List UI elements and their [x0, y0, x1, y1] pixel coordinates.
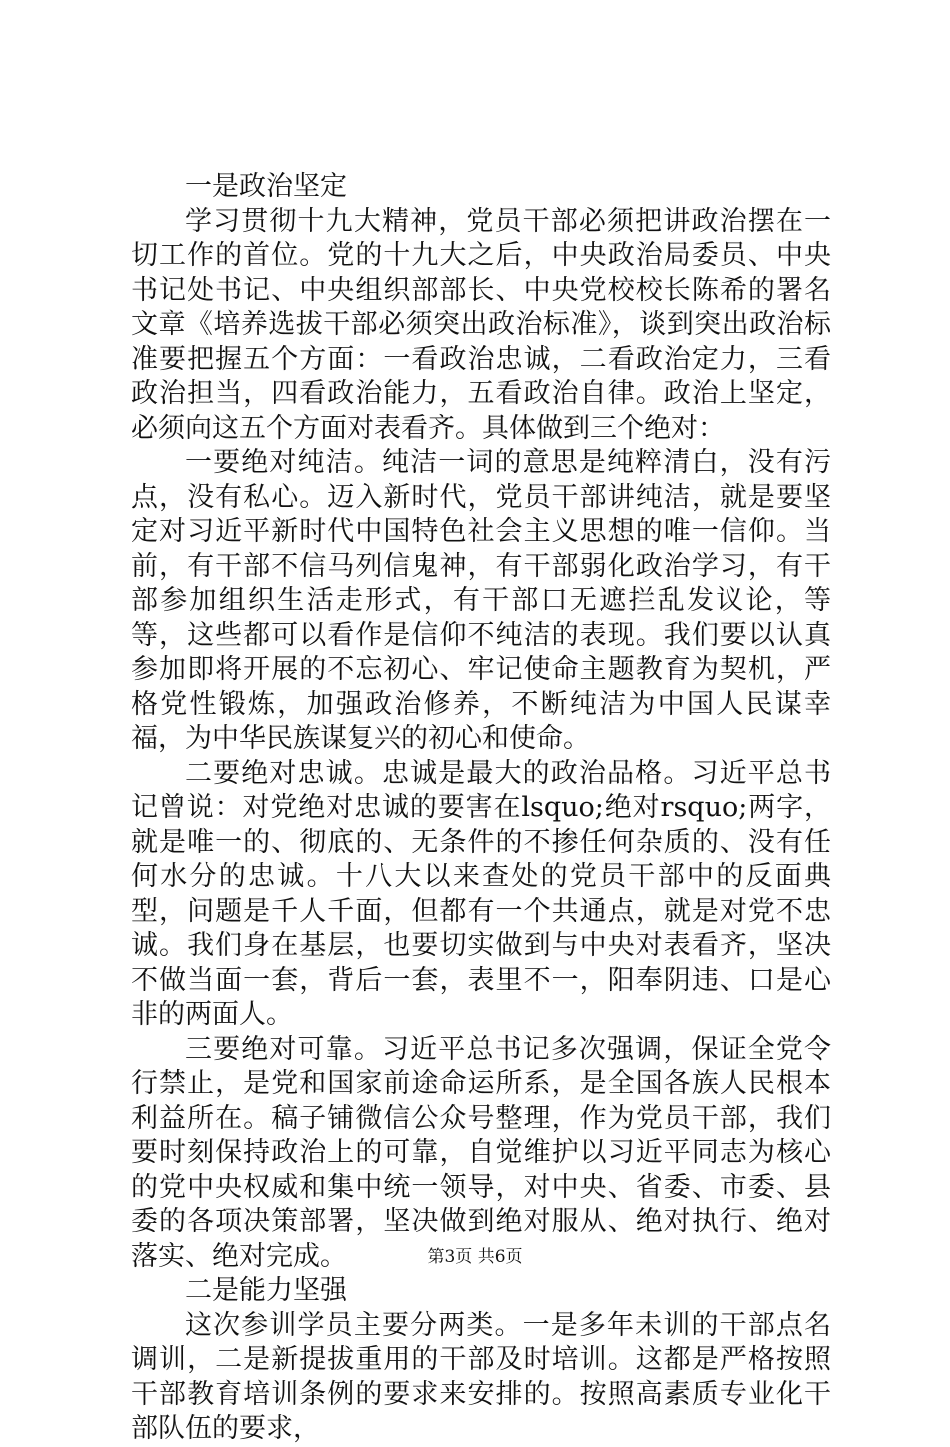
section-heading: 二是能力坚强: [185, 1275, 347, 1306]
page-number-footer: 第3页 共6页: [427, 1247, 523, 1267]
paragraph: 学习贯彻十九大精神，党员干部必须把讲政治摆在一切工作的首位。党的十九大之后，中央政治局委员、中央书记处书记、中央组织部部长、中央党校校长陈希的署名文章《培养选拔干部必须突出政治标准》，谈到突出政治标准要把握五个方面：一看政治忠诚，二看政治定力，三看政治担当，四看政治能力，五看政治自律。政治上坚定，必须向这五个方面对表看齐。具体做到三个绝对：: [131, 205, 831, 444]
paragraph: 一要绝对纯洁。纯洁一词的意思是纯粹清白，没有污点，没有私心。迈入新时代，党员干部讲纯洁，就是要坚定对习近平新时代中国特色社会主义思想的唯一信仰。当前，有干部不信马列信鬼神，有干部弱化政治学习，有干部参加组织生活走形式，有干部口无遮拦乱发议论，等等，这些都可以看作是信仰不纯洁的表现。我们要以认真参加即将开展的不忘初心、牢记使命主题教育为契机，严格党性锻炼，加强政治修养，不断纯洁为中国人民谋幸福，为中华民族谋复兴的初心和使命。: [131, 447, 831, 754]
paragraph: 三要绝对可靠。习近平总书记多次强调，保证全党令行禁止，是党和国家前途命运所系，是全国各族人民根本利益所在。稿子铺微信公众号整理，作为党员干部，我们要时刻保持政治上的可靠，自觉维护以习近平同志为核心的党中央权威和集中统一领导，对中央、省委、市委、县委的各项决策部署，坚决做到绝对服从、绝对执行、绝对落实、绝对完成。: [131, 1033, 831, 1272]
section-heading: 一是政治坚定: [185, 171, 347, 202]
paragraph: 二要绝对忠诚。忠诚是最大的政治品格。习近平总书记曾说：对党绝对忠诚的要害在lsquo;绝对rsquo;两字，就是唯一的、彻底的、无条件的不掺任何杂质的、没有任何水分的忠诚。十八大以来查处的党员干部中的反面典型，问题是千人千面，但都有一个共通点，就是对党不忠诚。我们身在基层，也要切实做到与中央对表看齐，坚决不做当面一套，背后一套，表里不一，阳奉阴违、口是心非的两面人。: [131, 757, 831, 1030]
paragraph: 这次参训学员主要分两类。一是多年未训的干部点名调训，二是新提拔重用的干部及时培训。这都是严格按照干部教育培训条例的要求来安排的。按照高素质专业化干部队伍的要求，: [131, 1309, 831, 1444]
